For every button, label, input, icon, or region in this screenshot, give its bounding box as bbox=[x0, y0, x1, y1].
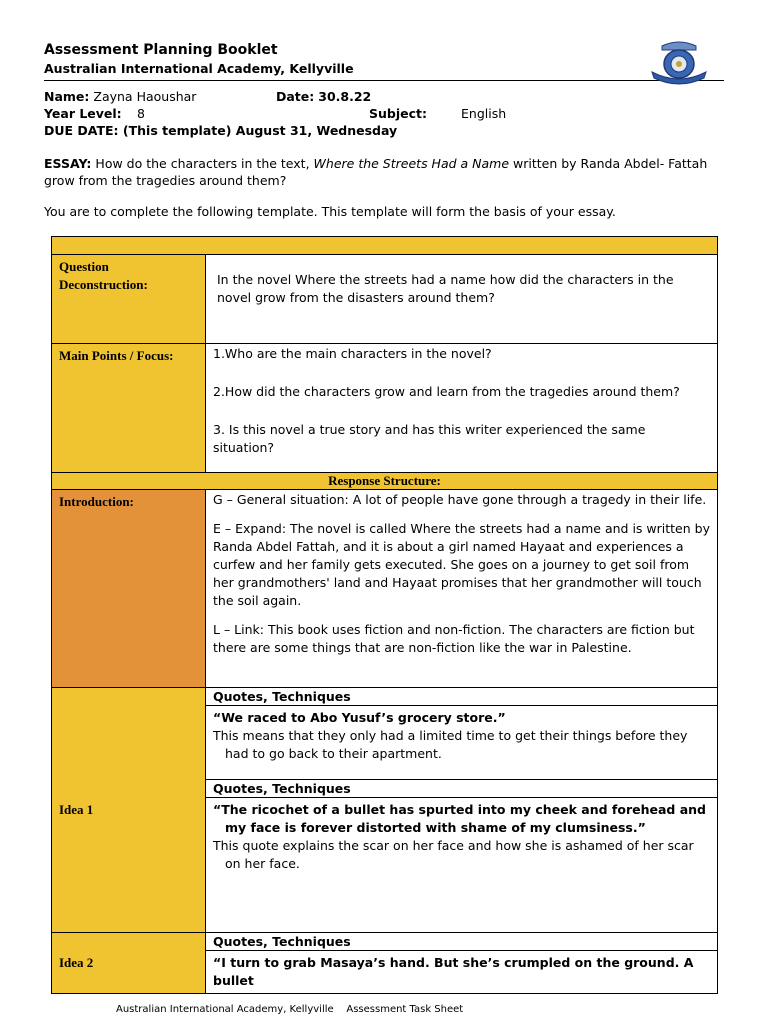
introduction-row bbox=[52, 490, 718, 688]
idea-2-row bbox=[52, 933, 718, 994]
response-structure-label: Response Structure: bbox=[328, 473, 441, 488]
idea-1-quote-2: “The ricochet of a bullet has spurted into my cheek and forehead and my face is forever distorted with shame of my clumsiness.” bbox=[213, 802, 706, 835]
main-point-1: 1.Who are the main characters in the novel? bbox=[213, 346, 492, 361]
header-divider bbox=[44, 80, 724, 81]
essay-label: ESSAY: bbox=[44, 156, 92, 171]
intro-link: L – Link: This book uses fiction and non-fiction. The characters are fiction but there are some things that are non-fiction like the war in Palestine. bbox=[213, 622, 695, 655]
subject-label: Subject: bbox=[369, 106, 427, 121]
book-title: Where the Streets Had a Name bbox=[313, 156, 510, 171]
main-points-row bbox=[52, 344, 718, 473]
question-deconstruction-row bbox=[52, 255, 718, 344]
main-point-3: 3. Is this novel a true story and has this writer experienced the same situation? bbox=[213, 422, 646, 455]
question-deconstruction-text: In the novel Where the streets had a name how did the characters in the novel grow from the disasters around them? bbox=[217, 272, 674, 305]
idea-1-explain-2: This quote explains the scar on her face and how she is ashamed of her scar on her face. bbox=[213, 838, 694, 871]
response-structure-row bbox=[52, 473, 718, 490]
intro-general: G – General situation: A lot of people have gone through a tragedy in their life. bbox=[213, 492, 707, 507]
idea-1-quote-1: “We raced to Abo Yusuf’s grocery store.” bbox=[213, 710, 506, 725]
main-points-label: Main Points / Focus: bbox=[59, 348, 174, 363]
idea-2-label: Idea 2 bbox=[59, 955, 94, 970]
idea-1-row bbox=[52, 688, 718, 933]
name-value: Zayna Haoushar bbox=[93, 89, 197, 104]
page-title: Assessment Planning Booklet bbox=[44, 42, 278, 58]
page-footer: Australian International Academy, Kellyville Assessment Task Sheet bbox=[116, 1004, 464, 1015]
essay-question: ESSAY: How do the characters in the text, Where the Streets Had a Name written by Randa Abdel- Fattah grow from the tragedies around them? bbox=[44, 156, 708, 188]
planning-template-table bbox=[51, 236, 718, 994]
name-label: Name: bbox=[44, 89, 90, 104]
idea-1-quotes-label-1: Quotes, Techniques bbox=[213, 689, 351, 704]
year-level-label: Year Level: bbox=[44, 106, 122, 121]
idea-1-explain-1: This means that they only had a limited time to get their things before they had to go back to their apartment. bbox=[213, 728, 688, 761]
main-point-2: 2.How did the characters grow and learn from the tragedies around them? bbox=[213, 384, 680, 399]
name-field bbox=[44, 89, 196, 104]
question-deconstruction-label: Question Deconstruction: bbox=[59, 259, 148, 292]
due-date: DUE DATE: (This template) August 31, Wednesday bbox=[44, 123, 398, 138]
introduction-label: Introduction: bbox=[59, 494, 134, 509]
idea-2-quote: “I turn to grab Masaya’s hand. But she’s crumpled on the ground. A bullet bbox=[213, 955, 694, 988]
instructions: You are to complete the following template. This template will form the basis of your essay. bbox=[44, 204, 616, 219]
idea-1-label: Idea 1 bbox=[59, 802, 94, 817]
idea-1-quotes-label-2: Quotes, Techniques bbox=[213, 781, 351, 796]
date-field bbox=[276, 89, 371, 104]
intro-expand: E – Expand: The novel is called Where the streets had a name and is written by Randa Abdel Fattah, and it is about a girl named Hayaat and experiences a curfew and her family gets executed. She goes on a journey to get soil from her grandmothers' land and Hayaat promises that her grandmother will touch the soil again. bbox=[213, 521, 710, 608]
date-label: Date: bbox=[276, 89, 315, 104]
year-level-value: 8 bbox=[137, 106, 145, 121]
template-top-band bbox=[52, 237, 718, 255]
subject-value: English bbox=[461, 106, 507, 121]
idea-2-quotes-label: Quotes, Techniques bbox=[213, 934, 351, 949]
school-crest-logo bbox=[650, 40, 708, 86]
school-name: Australian International Academy, Kellyville bbox=[44, 61, 354, 76]
date-value: 30.8.22 bbox=[318, 89, 372, 104]
